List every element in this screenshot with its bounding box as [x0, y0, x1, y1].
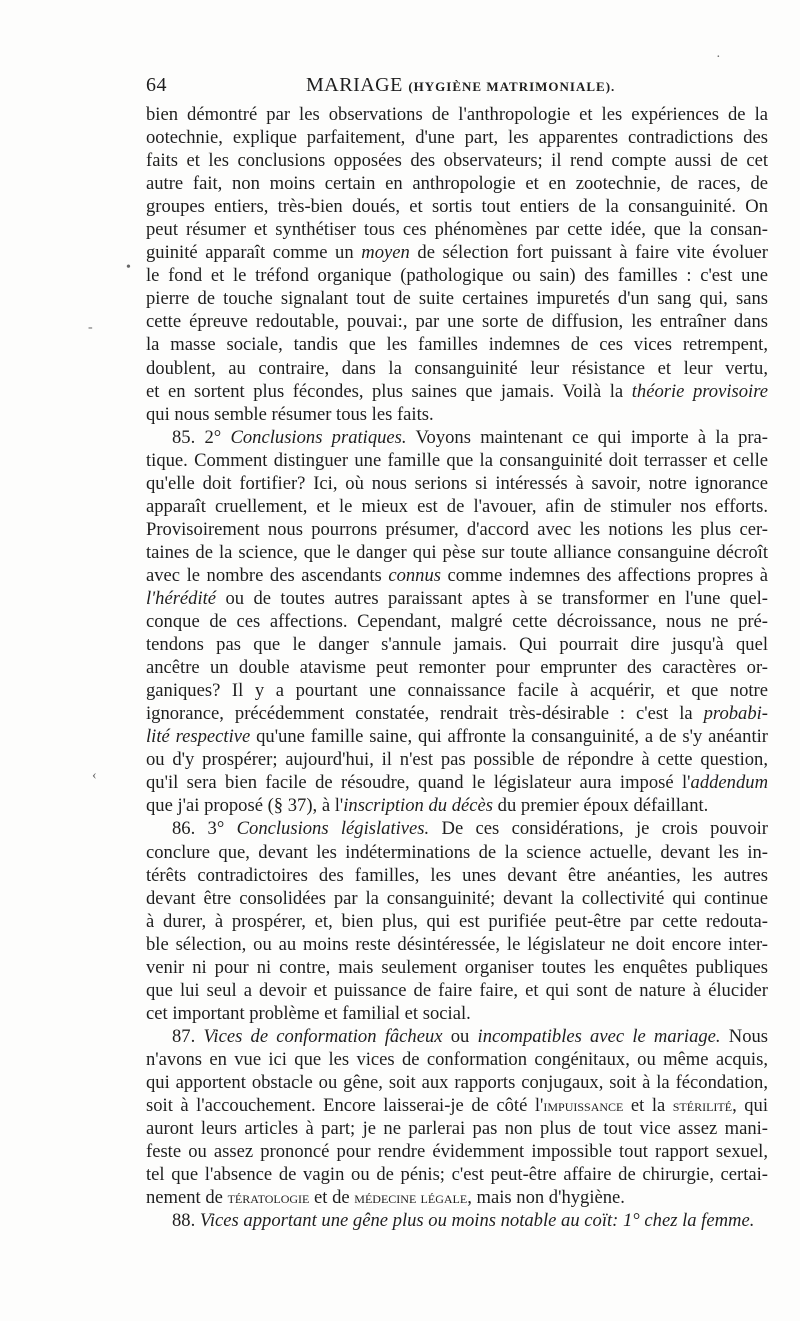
text-line	[146, 679, 768, 702]
text-run: à durer, à prospérer, et, bien plus, qui est purifiée peut-être par cette redouta-	[146, 910, 768, 932]
text-line	[146, 1117, 768, 1140]
text-line	[146, 472, 768, 495]
margin-mark: ·	[716, 50, 721, 65]
text-run: De ces considérations, je crois pouvoir	[429, 818, 768, 840]
text-run: qui nous semble résumer tous les faits.	[146, 403, 434, 425]
text-run: ootechnie, explique parfaitement, d'une part, les apparentes contradictions des	[146, 127, 768, 149]
text-run: nement de	[146, 1187, 228, 1209]
margin-mark: -	[88, 320, 93, 335]
text-line	[146, 518, 768, 541]
margin-mark: ‹	[92, 768, 97, 783]
text-line	[146, 426, 768, 449]
italic-run: moyen	[361, 242, 410, 264]
text-line	[146, 1186, 768, 1209]
running-head-subtitle: (HYGIÈNE MATRIMONIALE).	[408, 79, 616, 94]
running-head	[306, 74, 615, 97]
text-run: Voyons maintenant ce qui importe à la pra-	[406, 426, 769, 448]
text-run: 86. 3°	[172, 818, 237, 840]
text-run: conclure que, devant les indéterminations de la science actuelle, devant les in-	[146, 841, 768, 863]
text-line	[146, 587, 768, 610]
text-run: 85. 2°	[172, 426, 231, 448]
text-run: térêts contradictoires des familles, les unes devant être anéanties, les autres	[146, 864, 768, 886]
text-run: pierre de touche signalant tout de suite certaines impuretés d'un sang qui, sans	[146, 288, 768, 310]
text-run: qu'elle doit fortifier? Ici, où nous serions si intéressés à savoir, notre ignorance	[146, 472, 768, 494]
text-run: cette épreuve redoutable, pouvai:, par une sorte de diffusion, les entraîner dans	[146, 311, 768, 333]
text-line	[146, 403, 768, 426]
text-run: , qui	[732, 1095, 768, 1117]
text-run: le fond et le tréfond organique (pathologique ou sain) des familles : c'est une	[146, 265, 768, 287]
text-run: ganiques? Il y a pourtant une connaissance facile à acquérir, et que notre	[146, 680, 768, 702]
italic-run: Conclusions pratiques.	[230, 426, 407, 448]
text-run: guinité apparaît comme un	[146, 242, 362, 264]
text-line	[146, 241, 768, 264]
text-run: ble sélection, ou au moins reste désintéressée, le législateur ne doit encore inter-	[146, 933, 768, 955]
small-caps-run: impuissance	[543, 1096, 624, 1116]
text-run: et de	[309, 1187, 355, 1209]
text-line	[146, 287, 768, 310]
text-line	[146, 1071, 768, 1094]
italic-run: Vices apportant une gêne plus ou moins notable au coït: 1° chez la femme.	[199, 1210, 755, 1232]
text-run: 88.	[172, 1210, 200, 1232]
text-line	[146, 264, 768, 287]
text-run: qui apportent obstacle ou gêne, soit aux rapports conjugaux, soit à la fécondation,	[146, 1071, 768, 1093]
text-line	[146, 1163, 768, 1186]
text-line	[146, 656, 768, 679]
italic-run: incompatibles avec le mariage.	[477, 1025, 721, 1047]
text-line	[146, 933, 768, 956]
text-run: qu'il sera bien facile de résoudre, quand le législateur aura imposé l'	[146, 772, 691, 794]
small-caps-run: stérilité	[672, 1096, 733, 1116]
text-line	[146, 1209, 768, 1232]
text-run: de sélection fort puissant à faire vite évoluer	[409, 242, 769, 264]
text-run: , mais non d'hygiène.	[467, 1187, 625, 1209]
italic-run: inscription du décès	[343, 795, 493, 817]
text-line	[146, 956, 768, 979]
running-head-title: MARIAGE	[306, 74, 403, 96]
italic-run: Vices de conformation fâcheux	[203, 1025, 443, 1047]
text-run: ancêtre un double atavisme peut remonter pour emprunter des caractères or-	[146, 657, 768, 679]
text-run: n'avons en vue ici que les vices de conformation congénitaux, ou même acquis,	[146, 1048, 768, 1070]
text-run: bien démontré par les observations de l'anthropologie et les expériences de la	[146, 104, 768, 125]
text-run: devant être consolidées par la consanguinité; devant la collectivité qui continue	[146, 887, 768, 909]
text-run: groupes entiers, très-bien doués, et sortis tout entiers de la consanguinité. On	[146, 196, 768, 218]
text-line	[146, 149, 768, 172]
text-run: tel que l'absence de vagin ou de pénis; c'est peut-être affaire de chirurgie, certai-	[146, 1164, 768, 1186]
text-line	[146, 817, 768, 840]
text-run: faits et les conclusions opposées des observateurs; il rend compte aussi de cet	[146, 150, 768, 172]
italic-run: probabi-	[703, 703, 768, 725]
text-run: et la	[623, 1095, 673, 1117]
text-line	[146, 794, 768, 817]
text-run: qu'une famille saine, qui affronte la consanguinité, a de s'y anéantir	[250, 726, 769, 748]
text-line	[146, 564, 768, 587]
text-line	[146, 887, 768, 910]
text-run: la masse sociale, tandis que les familles indemnes de ces vices retrempent,	[146, 334, 768, 356]
text-line	[146, 541, 768, 564]
text-run: ou	[442, 1025, 478, 1047]
body-text	[146, 103, 768, 1232]
italic-run: l'hérédité	[146, 587, 217, 609]
text-line	[146, 218, 768, 241]
text-line	[146, 979, 768, 1002]
italic-run: théorie provisoire	[631, 380, 768, 402]
italic-run: lité respective	[146, 726, 251, 748]
text-line	[146, 610, 768, 633]
text-run: avec le nombre des ascendants	[146, 564, 389, 586]
small-caps-run: tératologie	[227, 1188, 310, 1208]
text-run: comme indemnes des affections propres à	[441, 564, 769, 586]
text-line	[146, 310, 768, 333]
text-run: doublent, au contraire, dans la consanguinité leur résistance et leur vertu,	[146, 357, 768, 379]
text-run: que lui seul a devoir et puissance de faire faire, et qui sont de nature à élucider	[146, 979, 768, 1001]
text-run: 87.	[172, 1025, 204, 1047]
text-line	[146, 195, 768, 218]
text-run: soit à l'accouchement. Encore laisserai-je de côté l'	[146, 1095, 544, 1117]
text-run: Nous	[720, 1025, 769, 1047]
text-run: peut résumer et synthétiser tous ces phénomènes par cette idée, que la consan-	[146, 219, 768, 241]
text-run: ou d'y prospérer; aujourd'hui, il n'est pas possible de répondre à cette question,	[146, 749, 768, 771]
text-line	[146, 172, 768, 195]
text-line	[146, 633, 768, 656]
page-header	[146, 74, 766, 100]
text-line	[146, 702, 768, 725]
text-run: que j'ai proposé (§ 37), à l'	[146, 795, 344, 817]
text-line	[146, 103, 768, 126]
text-run: ignorance, précédemment constatée, rendrait très-désirable : c'est la	[146, 703, 704, 725]
text-run: tique. Comment distinguer une famille que la consanguinité doit terrasser et celle	[146, 449, 768, 471]
text-run: apparaît cruellement, et le mieux est de l'avouer, afin de stimuler nos efforts.	[146, 495, 768, 517]
text-line	[146, 910, 768, 933]
text-run: venir ni pour ni contre, mais seulement organiser toutes les enquêtes publiques	[146, 956, 768, 978]
text-run: du premier époux défaillant.	[493, 795, 709, 817]
text-line	[146, 748, 768, 771]
text-line	[146, 841, 768, 864]
text-line	[146, 1002, 768, 1025]
text-run: feste ou assez prononcé pour rendre évidemment impossible tout rapport sexuel,	[146, 1141, 768, 1163]
text-run: cet important problème et familial et social.	[146, 1002, 471, 1024]
italic-run: connus	[388, 564, 441, 586]
text-run: autre fait, non moins certain en anthropologie et en zootechnie, de races, de	[146, 173, 768, 195]
text-run: et en sortent plus fécondes, plus saines que jamais. Voilà la	[146, 380, 632, 402]
text-line	[146, 1025, 768, 1048]
text-line	[146, 449, 768, 472]
italic-run: addendum	[690, 772, 768, 794]
margin-mark: •	[126, 260, 131, 275]
text-line	[146, 864, 768, 887]
text-line	[146, 333, 768, 356]
text-line	[146, 126, 768, 149]
text-line	[146, 1140, 768, 1163]
small-caps-run: médecine légale	[354, 1188, 468, 1208]
page-number: 64	[146, 74, 167, 96]
text-line	[146, 357, 768, 380]
text-run: auront leurs articles à part; je ne parlerai pas non plus de tout vice assez mani-	[146, 1118, 768, 1140]
text-run: ou de toutes autres paraissant aptes à se transformer en l'une quel-	[216, 587, 768, 609]
text-run: tendons pas que le danger s'annule jamais. Qui pourrait dire jusqu'à quel	[146, 634, 768, 656]
text-line	[146, 771, 768, 794]
text-line	[146, 1094, 768, 1117]
text-line	[146, 380, 768, 403]
text-line	[146, 725, 768, 748]
text-line	[146, 1048, 768, 1071]
text-line	[146, 495, 768, 518]
text-run: conque de ces affections. Cependant, malgré cette décroissance, nous ne pré-	[146, 611, 768, 633]
italic-run: Conclusions législatives.	[236, 818, 430, 840]
text-run: Provisoirement nous pourrons présumer, d'accord avec les notions les plus cer-	[146, 518, 768, 540]
text-run: taines de la science, que le danger qui pèse sur toute alliance consanguine décroît	[146, 541, 768, 563]
